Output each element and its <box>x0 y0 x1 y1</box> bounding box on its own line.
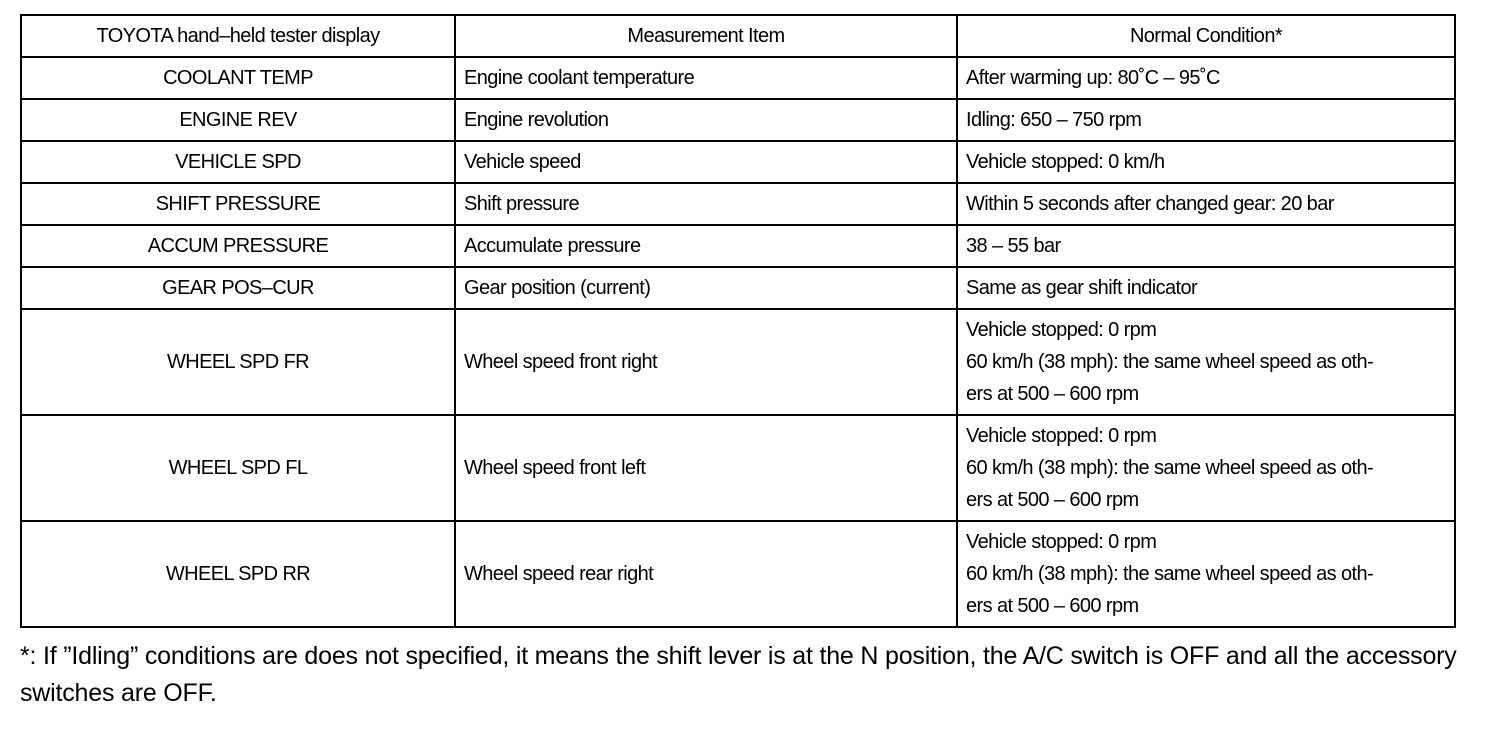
item-cell: Gear position (current) <box>455 267 957 309</box>
condition-cell <box>957 267 1455 309</box>
item-cell: Engine revolution <box>455 99 957 141</box>
display-cell: GEAR POS–CUR <box>21 267 455 309</box>
item-cell: Wheel speed front right <box>455 309 957 415</box>
item-cell: Shift pressure <box>455 183 957 225</box>
condition-line: Vehicle stopped: 0 rpm <box>966 319 1157 341</box>
column-header-normal-condition: Normal Condition* <box>957 15 1455 57</box>
table-row <box>21 99 1455 141</box>
condition-cell <box>957 183 1455 225</box>
table-row <box>21 521 1455 627</box>
table-row <box>21 267 1455 309</box>
condition-line: ers at 500 – 600 rpm <box>966 595 1139 617</box>
condition-line: Vehicle stopped: 0 km/h <box>966 151 1165 173</box>
condition-line: 60 km/h (38 mph): the same wheel speed as oth- <box>966 457 1374 479</box>
display-cell: ACCUM PRESSURE <box>21 225 455 267</box>
table-row <box>21 415 1455 521</box>
display-cell: VEHICLE SPD <box>21 141 455 183</box>
condition-line: Within 5 seconds after changed gear: 20 bar <box>966 193 1334 215</box>
column-header-display: TOYOTA hand–held tester display <box>21 15 455 57</box>
table-row <box>21 141 1455 183</box>
condition-cell <box>957 141 1455 183</box>
condition-line: Same as gear shift indicator <box>966 277 1198 299</box>
condition-line: Vehicle stopped: 0 rpm <box>966 425 1157 447</box>
item-cell: Engine coolant temperature <box>455 57 957 99</box>
table-row <box>21 309 1455 415</box>
condition-cell <box>957 309 1455 415</box>
condition-line: ers at 500 – 600 rpm <box>966 489 1139 511</box>
condition-cell <box>957 99 1455 141</box>
display-cell: COOLANT TEMP <box>21 57 455 99</box>
condition-line: 60 km/h (38 mph): the same wheel speed as oth- <box>966 563 1374 585</box>
condition-line: Vehicle stopped: 0 rpm <box>966 531 1157 553</box>
table-header-row <box>21 15 1455 57</box>
condition-line: After warming up: 80˚C – 95˚C <box>966 67 1220 89</box>
footnote: *: If ”Idling” conditions are does not specified, it means the shift lever is at the N position, the A/C switch is OFF and all the accessory switches are OFF. <box>20 642 1457 707</box>
condition-line: Idling: 650 – 750 rpm <box>966 109 1142 131</box>
condition-cell <box>957 57 1455 99</box>
display-cell: WHEEL SPD FL <box>21 415 455 521</box>
item-cell: Wheel speed front left <box>455 415 957 521</box>
data-list-table <box>20 14 1456 628</box>
condition-cell <box>957 521 1455 627</box>
item-cell: Wheel speed rear right <box>455 521 957 627</box>
condition-line: ers at 500 – 600 rpm <box>966 383 1139 405</box>
condition-line: 60 km/h (38 mph): the same wheel speed as oth- <box>966 351 1374 373</box>
item-cell: Accumulate pressure <box>455 225 957 267</box>
condition-cell <box>957 415 1455 521</box>
table-row <box>21 225 1455 267</box>
display-cell: ENGINE REV <box>21 99 455 141</box>
display-cell: WHEEL SPD FR <box>21 309 455 415</box>
table-row <box>21 57 1455 99</box>
item-cell: Vehicle speed <box>455 141 957 183</box>
condition-line: 38 – 55 bar <box>966 235 1061 257</box>
display-cell: SHIFT PRESSURE <box>21 183 455 225</box>
column-header-measurement-item: Measurement Item <box>455 15 957 57</box>
display-cell: WHEEL SPD RR <box>21 521 455 627</box>
condition-cell <box>957 225 1455 267</box>
table-row <box>21 183 1455 225</box>
